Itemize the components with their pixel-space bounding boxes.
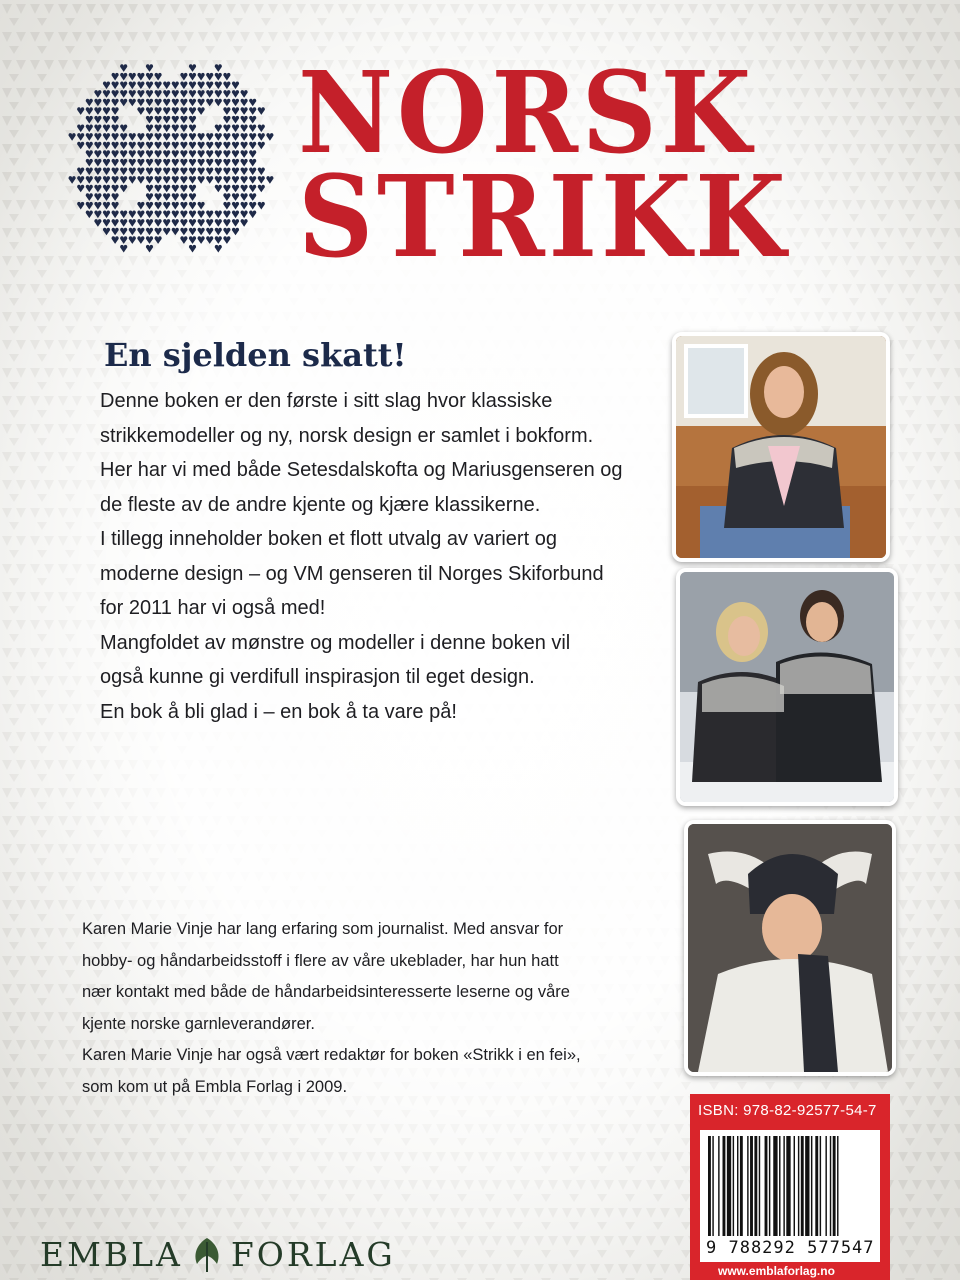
photo-woman-cardigan (672, 332, 890, 562)
isbn-barcode-block (690, 1094, 890, 1280)
barcode-digits: 9 788292 577547 (706, 1238, 875, 1258)
publisher-website: www.emblaforlag.no (718, 1264, 835, 1278)
knitted-star-icon (52, 48, 290, 270)
photo-couple-sweaters (676, 568, 898, 806)
author-bio-line: som kom ut på Embla Forlag i 2009. (82, 1077, 348, 1096)
description-line: Mangfoldet av mønstre og modeller i denne boken vil (100, 631, 571, 654)
book-title-line-1: NORSK (298, 48, 755, 179)
subtitle: En sjelden skatt! (104, 336, 407, 374)
publisher-logo (40, 1232, 396, 1276)
author-bio-line: kjente norske garnleverandører. (82, 1014, 315, 1033)
author-bio-line: Karen Marie Vinje har også vært redaktør for boken «Strikk i en fei», (82, 1046, 581, 1064)
barcode-bars (708, 1136, 872, 1236)
publisher-name-right: FORLAG (230, 1234, 396, 1274)
book-description (100, 384, 660, 729)
description-line: I tillegg inneholder boken et flott utvalg av variert og (100, 528, 557, 550)
author-bio-line: nær kontakt med både de håndarbeidsinteresserte leserne og våre (82, 983, 570, 1001)
description-line: de fleste av de andre kjente og kjære klassikerne. (100, 493, 541, 516)
barcode (700, 1130, 880, 1262)
description-line: også kunne gi verdifull inspirasjon til eget design. (100, 666, 535, 688)
book-title (298, 48, 790, 283)
leaf-icon (187, 1234, 227, 1274)
publisher-name-left: EMBLA (40, 1234, 183, 1274)
author-bio-line: hobby- og håndarbeidsstoff i flere av våre ukeblader, har hun hatt (82, 951, 559, 970)
author-bio-line: Karen Marie Vinje har lang erfaring som journalist. Med ansvar for (82, 920, 564, 938)
description-line: moderne design – og VM genseren til Norges Skiforbund (100, 562, 604, 585)
description-line: Denne boken er den første i sitt slag hvor klassiske (100, 390, 553, 412)
description-line: En bok å bli glad i – en bok å ta vare på! (100, 700, 457, 723)
isbn-label: ISBN: 978-82-92577-54-7 (698, 1102, 877, 1119)
description-line: Her har vi med både Setesdalskofta og Mariusgenseren og (100, 459, 623, 481)
description-line: for 2011 har vi også med! (100, 597, 326, 619)
photo-woman-hat (684, 820, 896, 1076)
description-line: strikkemodeller og ny, norsk design er samlet i bokform. (100, 424, 594, 447)
author-bio (82, 914, 642, 1103)
book-title-line-2: STRIKK (298, 152, 790, 283)
